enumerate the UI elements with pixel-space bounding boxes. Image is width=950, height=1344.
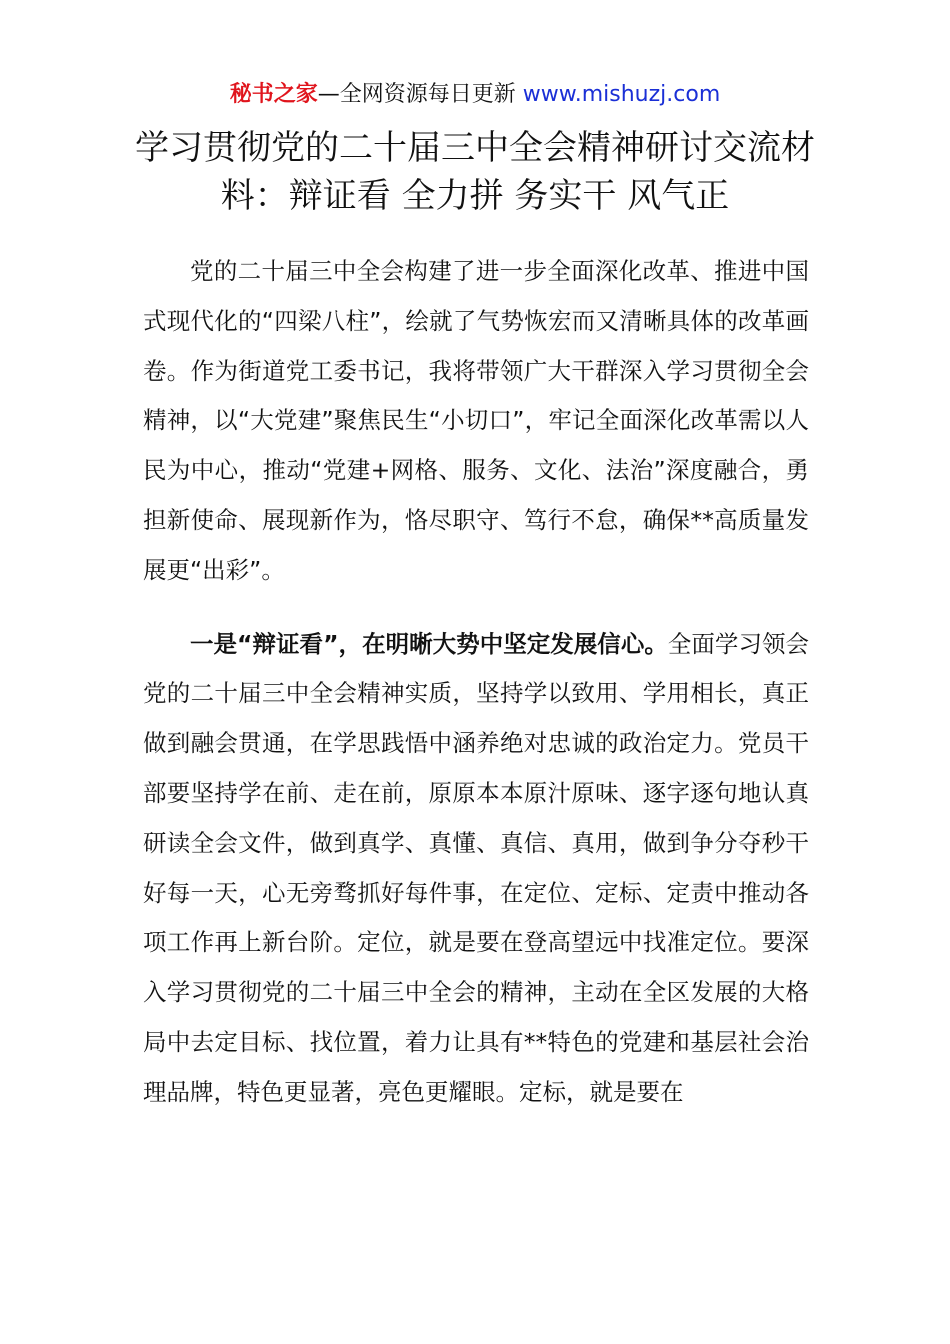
paragraph-lead: 一是“辩证看”，在明晰大势中坚定发展信心。 xyxy=(190,629,668,658)
site-header xyxy=(0,78,950,112)
header-tagline: —全网资源每日更新 xyxy=(317,82,523,107)
document-title: 学习贯彻党的二十届三中全会精神研讨交流材料：辩证看 全力拼 务实干 风气正 xyxy=(135,128,815,216)
paragraph-point-one xyxy=(143,620,809,1118)
paragraph-text: 党的二十届三中全会构建了进一步全面深化改革、推进中国式现代化的“四梁八柱”，绘就了气势恢宏而又清晰具体的改革画卷。作为街道党工委书记，我将带领广大干群深入学习贯彻全会精神，以“大党建”聚焦民生“小切口”，牢记全面深化改革需以人民为中心，推动“党建+网格、服务、文化、法治”深度融合，勇担新使命、展现新作为，恪尽职守、笃行不怠，确保**高质量发展更“出彩”。 xyxy=(143,257,809,584)
site-url: www.mishuzj.com xyxy=(522,82,721,107)
document-body xyxy=(143,247,809,1118)
paragraph-intro xyxy=(143,247,809,596)
brand-name: 秘书之家 xyxy=(229,82,318,107)
paragraph-text: 全面学习领会党的二十届三中全会精神实质，坚持学以致用、学用相长，真正做到融会贯通，在学思践悟中涵养绝对忠诚的政治定力。党员干部要坚持学在前、走在前，原原本本原汁原味、逐字逐句地认真研读全会文件，做到真学、真懂、真信、真用，做到争分夺秒干好每一天，心无旁骛抓好每件事，在定位、定标、定责中推动各项工作再上新台阶。定位，就是要在登高望远中找准定位。要深入学习贯彻党的二十届三中全会的精神，主动在全区发展的大格局中去定目标、找位置，着力让具有**特色的党建和基层社会治理品牌，特色更显著，亮色更耀眼。定标，就是要在 xyxy=(143,629,810,1106)
